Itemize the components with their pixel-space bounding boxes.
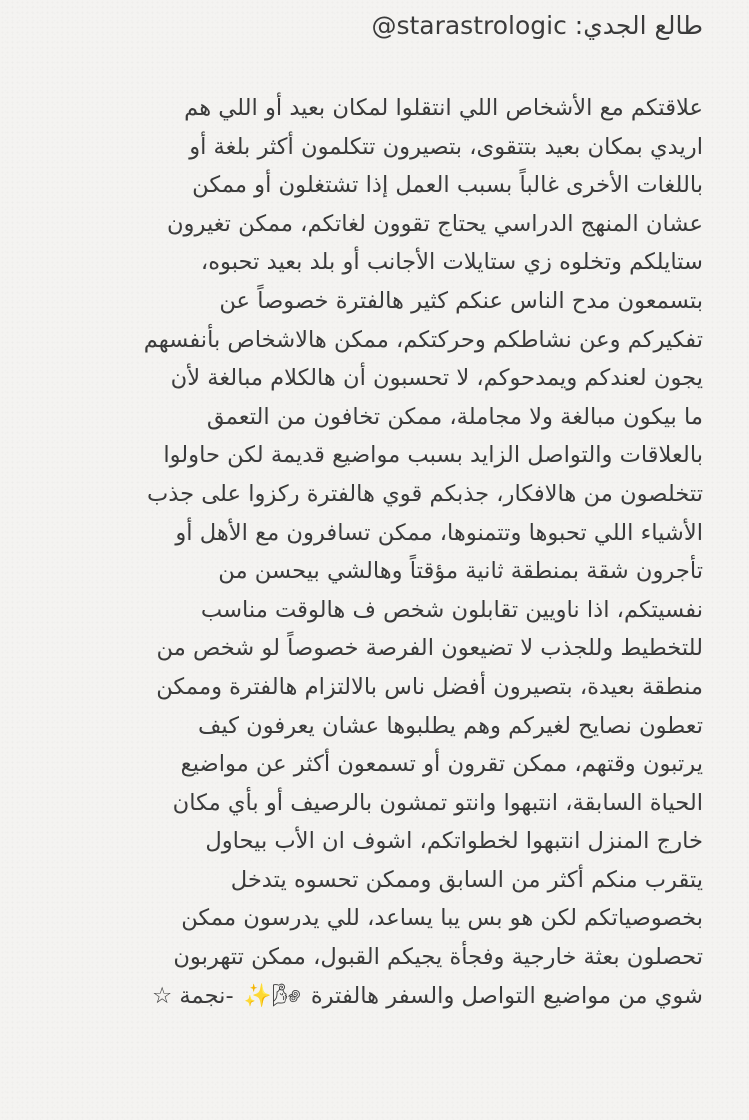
text-line: ما بيكون مبالغة ولا مجاملة، ممكن تخافون من التعمق	[206, 403, 703, 430]
text-line: الحياة السابقة، انتبهوا وانتو تمشون بالرصيف أو بأي مكان	[172, 789, 703, 816]
text-line: للتخطيط وللجذب لا تضيعون الفرصة خصوصاً لو شخص من	[156, 635, 703, 662]
text-line: تعطون نصايح لغيركم وهم يطلبوها عشان يعرفون كيف	[197, 712, 703, 739]
signature: -نجمة ☆	[151, 982, 234, 1009]
sign-title: طالع الجدي:	[574, 11, 703, 40]
text-line: منطقة بعيدة، بتصيرون أفضل ناس بالالتزام هالفترة وممكن	[156, 673, 703, 700]
text-line: تتخلصون من هالافكار، جذبكم قوي هالفترة ركزوا على جذب	[146, 480, 703, 507]
text-line: تأجرون شقة بمنطقة ثانية مؤقتاً وهالشي بيحسن من	[218, 558, 703, 585]
text-line: بتسمعون مدح الناس عنكم كثير هالفترة خصوصاً عن	[219, 287, 703, 314]
last-text-line	[46, 977, 703, 1016]
text-line: خارج المنزل انتبهوا لخطواتكم، اشوف ان الأب بيحاول	[205, 828, 703, 855]
text-line: اريدي بمكان بعيد بتتقوى، بتصيرون تتكلمون أكثر بلغة أو	[189, 133, 703, 160]
sparkle-wind-emoji: 🌬✨	[243, 982, 301, 1009]
text-line: الأشياء اللي تحبوها وتتمنوها، ممكن تسافرون مع الأهل أو	[175, 519, 703, 546]
text-line: نفسيتكم، اذا ناويين تقابلون شخص ف هالوقت مناسب	[200, 596, 703, 623]
text-line: ستايلكم وتخلوه زي ستايلات الأجانب أو بلد بعيد تحبوه،	[200, 249, 703, 276]
text-line: تحصلون بعثة خارجية وفجأة يجيكم القبول، ممكن تتهربون	[173, 944, 703, 971]
horoscope-header	[46, 4, 703, 48]
text-line: بالعلاقات والتواصل الزايد بسبب مواضيع قديمة لكن حاولوا	[163, 442, 703, 469]
text-line: تفكيركم وعن نشاطكم وحركتكم، ممكن هالاشخاص بأنفسهم	[143, 326, 703, 353]
text-line: علاقتكم مع الأشخاص اللي انتقلوا لمكان بعيد أو اللي هم	[184, 95, 703, 121]
horoscope-text	[46, 89, 703, 1015]
text-line: بخصوصياتكم لكن هو بس يبا يساعد، للي يدرسون ممكن	[181, 905, 703, 932]
author-handle: @starastrologic	[371, 11, 567, 40]
text-line: يتقرب منكم أكثر من السابق وممكن تحسوه يتدخل	[230, 866, 703, 893]
last-line-text: شوي من مواضيع التواصل والسفر هالفترة	[310, 982, 703, 1009]
text-line: باللغات الأخرى غالباً بسبب العمل إذا تشتغلون أو ممكن	[192, 172, 703, 199]
text-line: عشان المنهج الدراسي يحتاج تقوون لغاتكم، ممكن تغيرون	[166, 210, 703, 237]
text-line: يجون لعندكم ويمدحوكم، لا تحسبون أن هالكلام مبالغة لأن	[170, 365, 703, 392]
text-line: يرتبون وقتهم، ممكن تقرون أو تسمعون أكثر عن مواضيع	[180, 751, 703, 778]
